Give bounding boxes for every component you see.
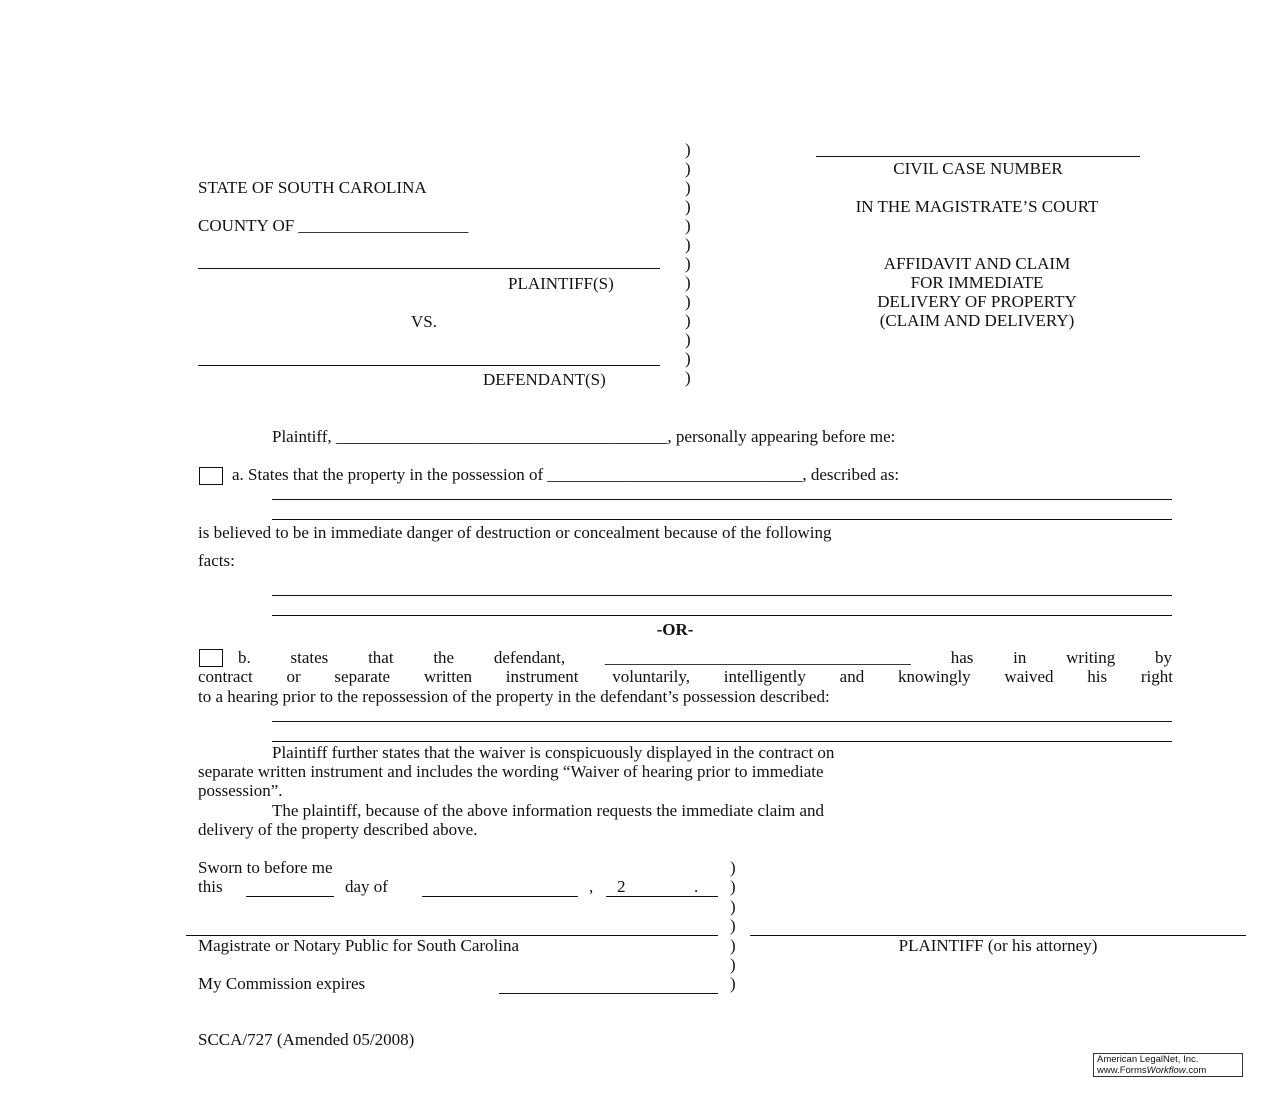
intro-statement: Plaintiff, _______________________________________, personally appearing before me:	[272, 427, 896, 446]
paren: )	[730, 877, 736, 896]
or-separator: -OR-	[656, 620, 694, 639]
plaintiffs-label: PLAINTIFF(S)	[508, 274, 614, 293]
paren: )	[685, 368, 691, 387]
paren: )	[730, 858, 736, 877]
waiver-statement-3: possession”.	[198, 781, 283, 800]
county-field: COUNTY OF ____________________	[198, 216, 469, 235]
court-name: IN THE MAGISTRATE’S COURT	[855, 197, 1099, 216]
logo-company: American LegalNet, Inc.	[1097, 1054, 1199, 1065]
option-a-checkbox[interactable]	[199, 467, 223, 485]
logo-url-prefix: www.Forms	[1097, 1065, 1147, 1076]
paren: )	[685, 311, 691, 330]
paren: )	[685, 292, 691, 311]
state-heading: STATE OF SOUTH CAROLINA	[198, 178, 427, 197]
option-b-word: the	[433, 648, 455, 667]
paren: )	[730, 897, 736, 916]
facts-line	[272, 615, 1172, 616]
option-a-text: a. States that the property in the possession of ______________________________, described as:	[232, 465, 900, 484]
paren: )	[685, 159, 691, 178]
waiver-statement-2: separate written instrument and includes the wording “Waiver of hearing prior to immediate	[198, 762, 824, 781]
option-b-line1	[238, 648, 1172, 668]
commission-label: My Commission expires	[198, 974, 366, 993]
form-title-line: AFFIDAVIT AND CLAIM	[883, 254, 1071, 273]
date-comma: ,	[589, 877, 594, 896]
defendant-name-line	[198, 365, 660, 366]
logo-url-suffix: .com	[1185, 1065, 1207, 1076]
form-title-line: FOR IMMEDIATE	[910, 273, 1044, 292]
logo-url-italic: Workflow	[1146, 1065, 1186, 1076]
paren: )	[685, 349, 691, 368]
magistrate-label: Magistrate or Notary Public for South Carolina	[198, 936, 520, 955]
option-b-word: states	[290, 648, 329, 667]
day-blank	[246, 896, 334, 897]
plaintiff-name-line	[198, 268, 660, 269]
form-identifier: SCCA/727 (Amended 05/2008)	[198, 1030, 415, 1049]
option-b-word: b.	[238, 648, 251, 667]
paren: )	[730, 936, 736, 955]
defendant-name-blank: ____________________________________	[604, 648, 911, 667]
facts-label: facts:	[198, 551, 235, 570]
date-period: .	[694, 877, 699, 896]
option-b-word: by	[1155, 648, 1172, 667]
possession-description-line	[272, 741, 1172, 742]
paren: )	[730, 955, 736, 974]
paren: )	[685, 197, 691, 216]
case-number-label: CIVIL CASE NUMBER	[893, 159, 1063, 178]
request-statement-1: The plaintiff, because of the above information requests the immediate claim and	[272, 801, 824, 820]
commission-date-line	[499, 993, 718, 994]
sworn-label: Sworn to before me	[198, 858, 333, 877]
paren: )	[685, 235, 691, 254]
logo-website	[1097, 1065, 1242, 1076]
danger-statement: is believed to be in immediate danger of destruction or concealment because of the following	[198, 523, 832, 542]
paren: )	[685, 254, 691, 273]
request-statement-2: delivery of the property described above.	[198, 820, 478, 839]
paren: )	[685, 273, 691, 292]
defendants-label: DEFENDANT(S)	[483, 370, 606, 389]
plaintiff-signature-label: PLAINTIFF (or his attorney)	[898, 936, 1098, 955]
possession-description-line	[272, 721, 1172, 722]
day-of-label: day of	[345, 877, 388, 896]
paren: )	[730, 916, 736, 935]
month-blank	[422, 896, 578, 897]
paren: )	[685, 216, 691, 235]
waiver-statement-1: Plaintiff further states that the waiver is conspicuously displayed in the contract on	[272, 743, 835, 762]
option-b-word: that	[368, 648, 394, 667]
paren: )	[685, 140, 691, 159]
option-b-word: has	[950, 648, 974, 667]
year-prefix: 2	[617, 877, 626, 896]
option-b-word: in	[1013, 648, 1027, 667]
paren: )	[685, 178, 691, 197]
versus-label: VS.	[411, 312, 437, 331]
form-title-line: DELIVERY OF PROPERTY	[877, 292, 1077, 311]
publisher-logo	[1093, 1053, 1243, 1077]
form-title-line: (CLAIM AND DELIVERY)	[879, 311, 1075, 330]
property-description-line	[272, 519, 1172, 520]
option-b-word: defendant,	[493, 648, 566, 667]
option-b-line2: contract or separate written instrument voluntarily, intelligently and knowingly waived his right	[198, 667, 1173, 686]
this-label: this	[198, 877, 223, 896]
paren: )	[730, 974, 736, 993]
option-b-checkbox[interactable]	[199, 649, 223, 667]
option-b-line3: to a hearing prior to the repossession of the property in the defendant’s possession described:	[198, 687, 830, 706]
option-b-word: writing	[1066, 648, 1116, 667]
property-description-line	[272, 499, 1172, 500]
facts-line	[272, 595, 1172, 596]
paren: )	[685, 330, 691, 349]
case-number-line	[816, 156, 1140, 157]
